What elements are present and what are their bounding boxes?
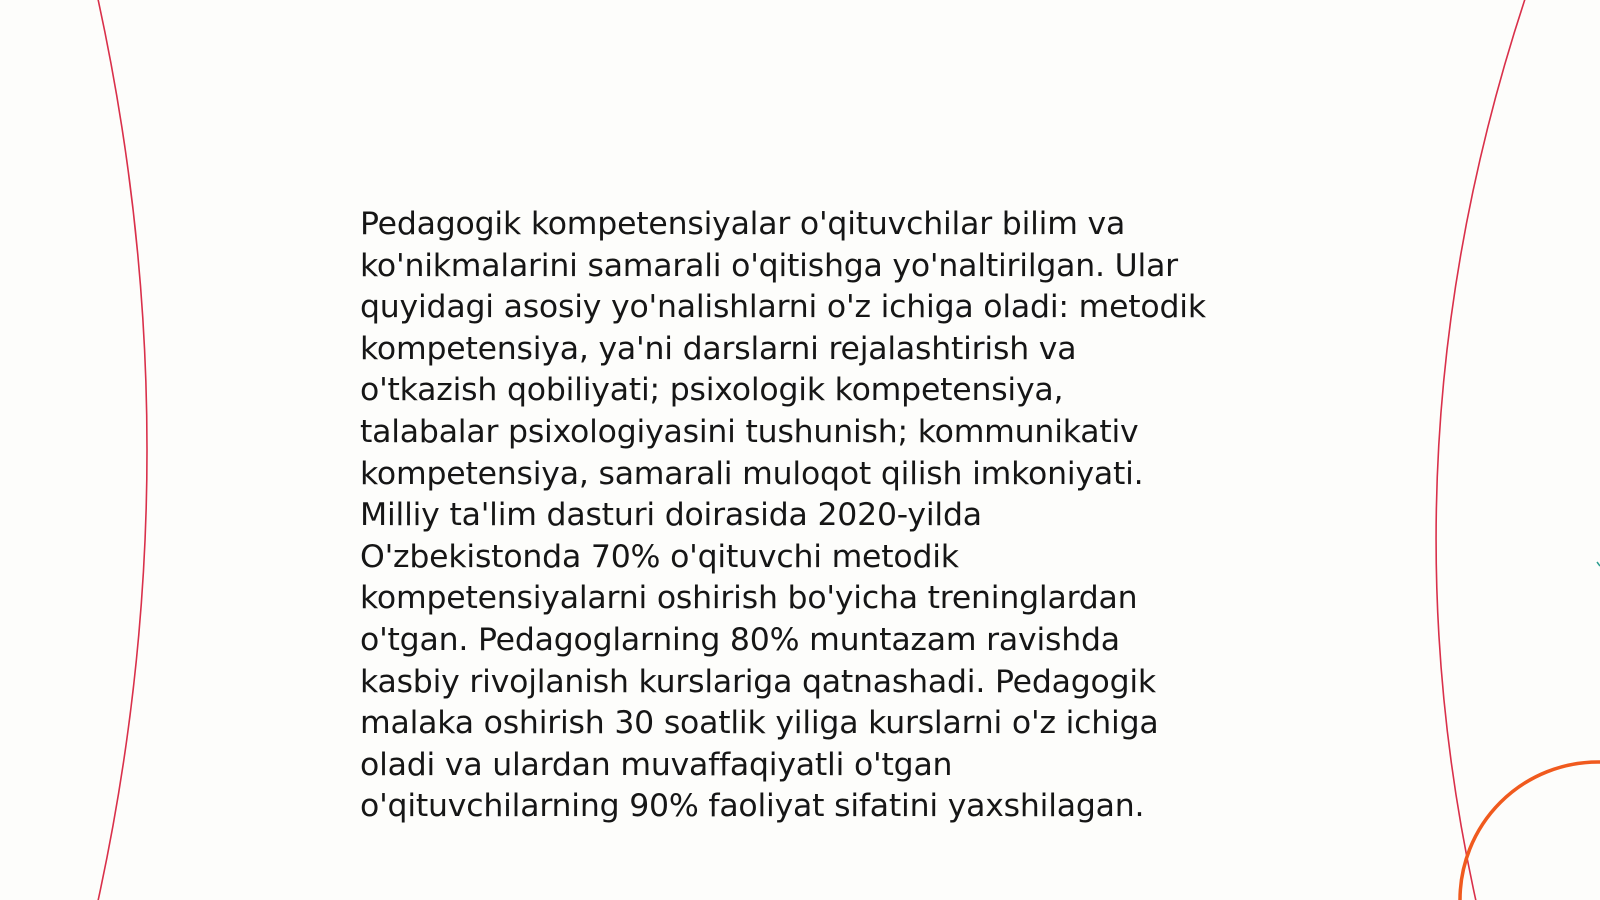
orange-circle-outline	[1460, 762, 1600, 900]
slide-body-text: Pedagogik kompetensiyalar o'qituvchilar bilim va ko'nikmalarini samarali o'qitishga yo'naltirilgan. Ular quyidagi asosiy yo'nalishlarni o'z ichiga oladi: metodik kompetensiya, ya'ni darslarni rejalashtirish va o'tkazish qobiliyati; psixologik kompetensiya, talabalar psixologiyasini tushunish; kommunikativ kompetensiya, samarali muloqot qilish imkoniyati. Milliy ta'lim dasturi doirasida 2020-yilda O'zbekistonda 70% o'qituvchi metodik kompetensiyalarni oshirish bo'yicha treninglardan o'tgan. Pedagoglarning 80% muntazam ravishda kasbiy rivojlanish kurslariga qatnashadi. Pedagogik malaka oshirish 30 soatlik yiliga kurslarni o'z ichiga oladi va ulardan muvaffaqiyatli o'tgan o'qituvchilarning 90% faoliyat sifatini yaxshilagan.	[360, 206, 1206, 825]
right-arc-line	[1436, 0, 1528, 900]
left-arc-line	[96, 0, 147, 900]
